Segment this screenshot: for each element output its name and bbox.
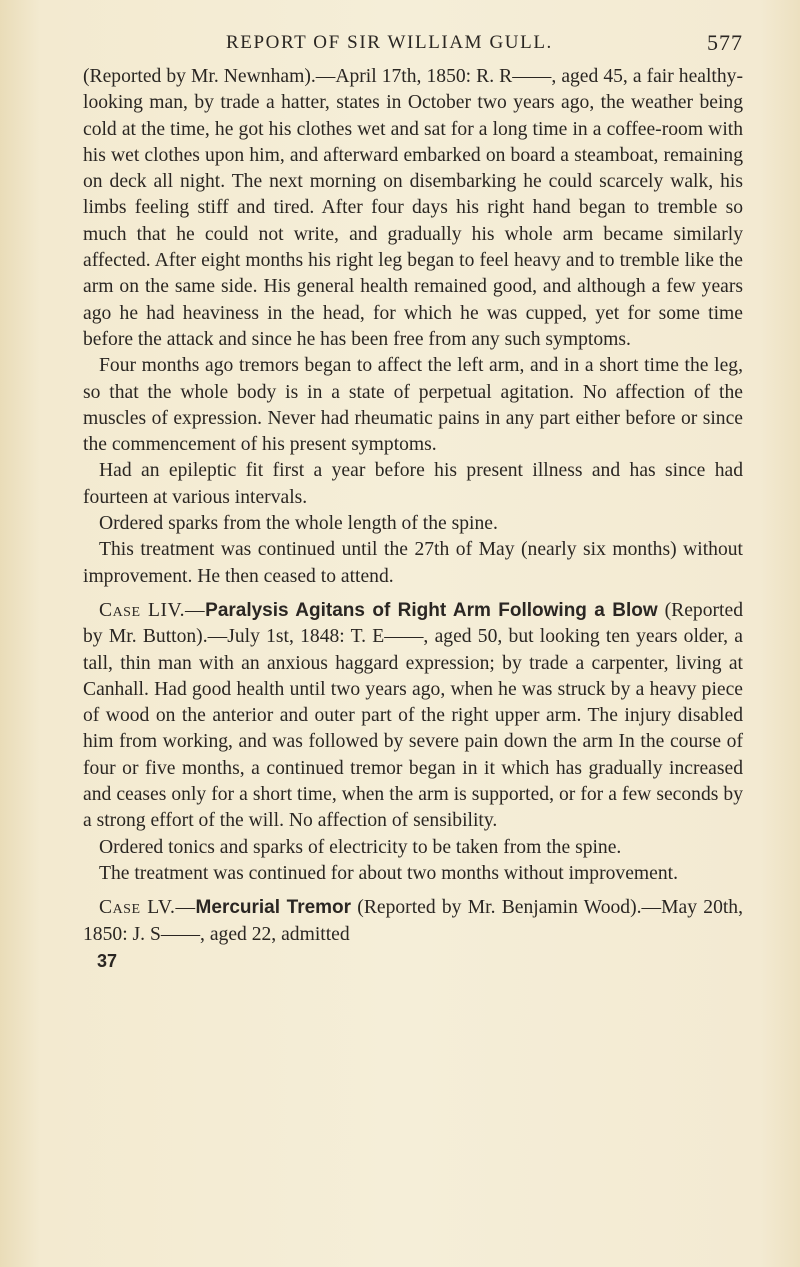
- document-page: [83, 0, 743, 974]
- case-55-label: Case LV.—: [99, 897, 196, 919]
- paragraph: (Reported by Mr. Newnham).—April 17th, 1850: R. R——, aged 45, a fair healthy-looking man, by trade a hatter, states in October two years ago, the weather being cold at the time, he got his clothes wet and sat for a long time in a coffee-room with his wet clothes upon him, and afterward embarked on board a steamboat, remaining on deck all night. The next morning on disembarking he could scarcely walk, his limbs feeling stiff and tired. After four days his right hand began to tremble so much that he could not write, and gradually his whole arm became similarly affected. After eight months his right leg began to feel heavy and to tremble like the arm on the same side. His general health remained good, and although a few years ago he had heaviness in the head, for which he was cupped, yet for some time before the attack and since he has been free from any such symptoms.: [83, 66, 743, 350]
- running-title: REPORT OF SIR WILLIAM GULL.: [226, 32, 553, 53]
- case-54-text: (Reported by Mr. Button).—July 1st, 1848: T. E——, aged 50, but looking ten years older, a tall, thin man with an anxious haggard expression; by trade a carpenter, living at Canhall. Had good health until two years ago, when he was struck by a heavy piece of wood on the anterior and outer part of the right upper arm. The injury disabled him from working, and was followed by severe pain down the arm In the course of four or five months, a continued tremor began in it which has gradually increased and ceases only for a short time, when the arm is supported, or for a few seconds by a strong effort of the will. No affection of sensibility.: [83, 599, 743, 832]
- paragraph: Ordered sparks from the whole length of the spine.: [99, 513, 498, 535]
- case-54-title: Paralysis Agitans of Right Arm Following a Blow: [205, 599, 658, 621]
- case-55-paragraph: [83, 895, 743, 948]
- paragraph: Four months ago tremors began to affect the left arm, and in a short time the leg, so that the whole body is in a state of perpetual agitation. No affection of the muscles of expression. Never had rheumatic pains in any part either before or since the commencement of his present symptoms.: [83, 355, 743, 456]
- paragraph: The treatment was continued for about two months without improvement.: [99, 862, 678, 884]
- case-55-text: (Reported by Mr. Benjamin Wood).—May 20th, 1850: J. S——, aged 22, admitted: [83, 897, 744, 945]
- running-head: [83, 0, 743, 64]
- case-54-label: Case LIV.—: [99, 599, 206, 621]
- page-number: 577: [707, 30, 743, 55]
- case-55-title: Mercurial Tremor: [195, 897, 352, 919]
- paragraph: Ordered tonics and sparks of electricity to be taken from the spine.: [99, 836, 622, 858]
- case-54-paragraph: [83, 598, 743, 835]
- body-text: [83, 64, 743, 974]
- signature-mark: 37: [97, 950, 118, 971]
- paragraph: Had an epileptic fit first a year before his present illness and has since had fourteen at various intervals.: [83, 460, 743, 508]
- paragraph: This treatment was continued until the 27th of May (nearly six months) without improvement. He then ceased to attend.: [83, 539, 743, 587]
